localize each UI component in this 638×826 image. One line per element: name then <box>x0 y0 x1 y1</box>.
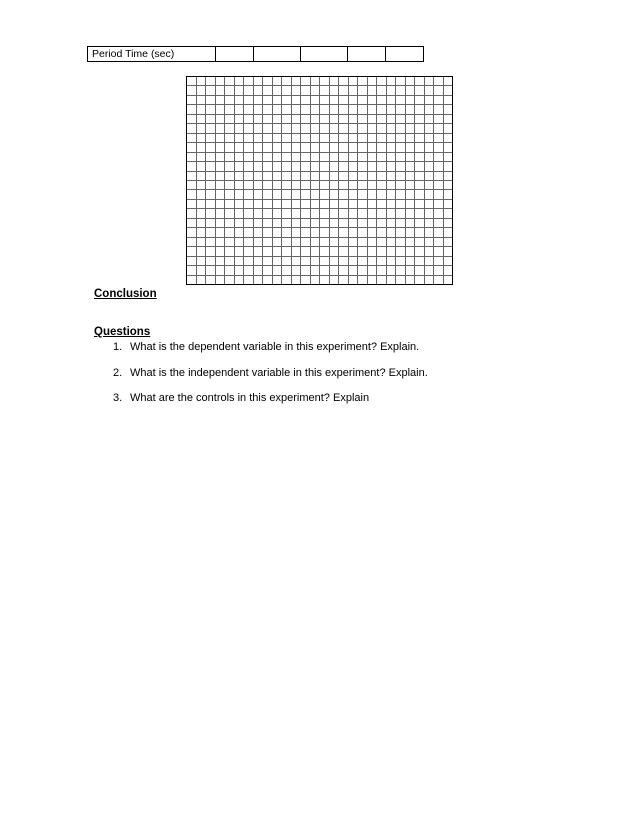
empty-data-cell[interactable] <box>386 47 424 62</box>
question-item-1 <box>113 341 419 353</box>
table-row <box>88 47 424 62</box>
empty-data-cell[interactable] <box>348 47 386 62</box>
question-text: What are the controls in this experiment? Explain <box>130 392 370 404</box>
question-text: What is the independent variable in this experiment? Explain. <box>130 367 428 379</box>
empty-data-cell[interactable] <box>301 47 348 62</box>
conclusion-heading: Conclusion <box>94 288 157 300</box>
empty-data-cell[interactable] <box>216 47 254 62</box>
questions-heading: Questions <box>94 326 151 338</box>
question-number: 1. <box>113 341 123 353</box>
period-time-label-cell: Period Time (sec) <box>88 47 216 62</box>
period-time-table <box>87 46 424 62</box>
empty-data-cell[interactable] <box>254 47 301 62</box>
question-text: What is the dependent variable in this experiment? Explain. <box>130 341 420 353</box>
question-number: 3. <box>113 392 123 404</box>
graph-paper-grid <box>186 76 453 285</box>
question-item-3 <box>113 392 369 404</box>
question-number: 2. <box>113 367 123 379</box>
question-item-2 <box>113 367 428 379</box>
grid-lines <box>186 76 453 285</box>
